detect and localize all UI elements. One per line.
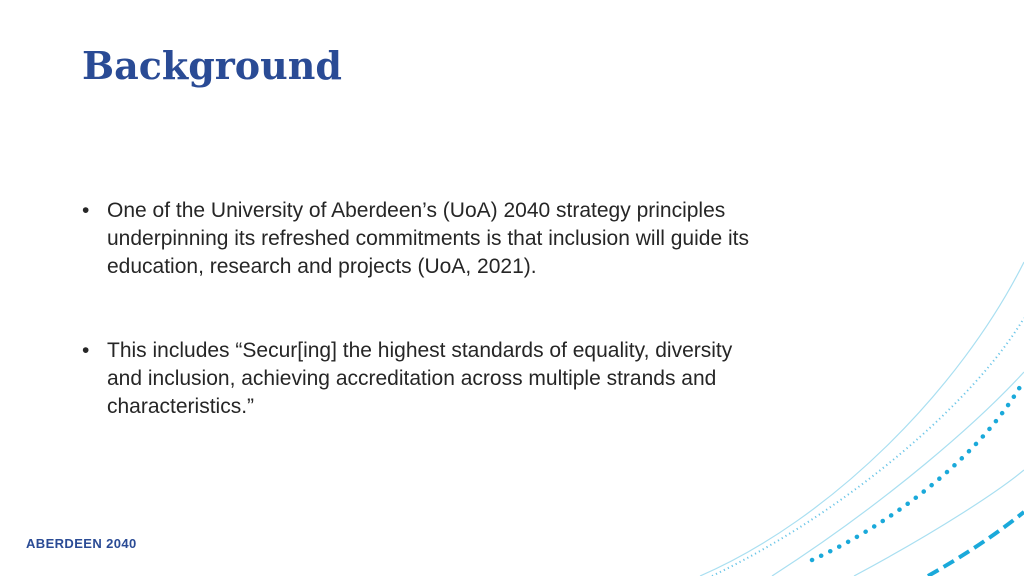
bullet-marker: • xyxy=(82,199,90,222)
decoration-curve-thin-2 xyxy=(772,372,1024,576)
slide-title: Background xyxy=(82,43,342,88)
footer-brand-label: ABERDEEN 2040 xyxy=(26,536,137,551)
bullet-text: One of the University of Aberdeen’s (UoA) 2040 strategy principles underpinning its refreshed commitments is that inclusion will guide its education, research and projects (UoA, 2021). xyxy=(107,199,749,278)
bullet-text: This includes “Secur[ing] the highest standards of equality, diversity and inclusion, achieving accreditation across multiple strands and characteristics.” xyxy=(107,339,733,418)
decoration-curve-thin-3 xyxy=(854,470,1024,576)
decoration-curve-dashed xyxy=(928,512,1024,576)
bullet-item-strategy xyxy=(80,197,770,281)
bullet-item-standards-quote xyxy=(80,337,770,421)
bullet-marker: • xyxy=(82,339,90,362)
bullet-list xyxy=(80,197,770,421)
